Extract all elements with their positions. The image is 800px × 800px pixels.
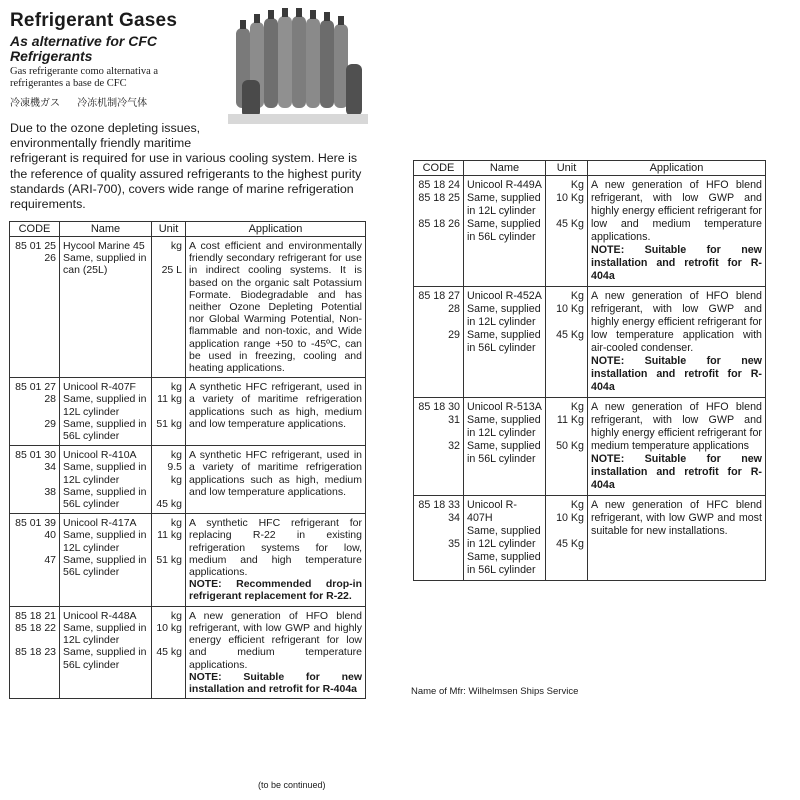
page-title: Refrigerant Gases (10, 10, 178, 31)
product-code: 29 (448, 329, 460, 341)
product-row (414, 176, 766, 287)
product-unit-cell (546, 496, 588, 581)
right-product-table (413, 160, 766, 581)
product-application-cell (186, 514, 366, 606)
application-note: NOTE: Suitable for new installation and retrofit for R-404a (591, 355, 762, 393)
continued-note: (to be continued) (258, 780, 326, 790)
product-code-cell (10, 378, 60, 446)
product-code: 29 (44, 417, 56, 430)
application-note: NOTE: Suitable for new installation and retrofit for R-404a (189, 670, 362, 695)
japanese-subtitle: 冷凍機ガス (10, 98, 60, 109)
product-unit (155, 252, 182, 264)
product-code: 85 18 21 (15, 609, 56, 622)
product-name: Unicool R-449A (467, 179, 542, 191)
product-unit-cell (152, 237, 186, 378)
product-unit: Kg (570, 499, 584, 511)
product-unit-cell (152, 606, 186, 698)
product-unit-cell (152, 446, 186, 514)
product-name: Unicool R-417A (63, 517, 137, 530)
asian-subtitles (10, 94, 161, 109)
product-row (10, 378, 366, 446)
product-name: Same, supplied in 12L cylinder (63, 461, 147, 486)
product-code: 85 01 30 (15, 449, 56, 462)
product-name-cell (60, 378, 152, 446)
name-column-header: Name (60, 222, 152, 237)
intro-rest: refrigerant is required for use in various cooling system. Here is the reference of quality assured refrigerants to the highest purity standards (ARI-700), covers wide range of marine refrigeration requirements. (10, 151, 362, 212)
product-unit: 45 kg (156, 498, 182, 511)
product-code: 47 (44, 553, 56, 566)
product-unit (155, 406, 182, 418)
product-application-cell (588, 176, 766, 287)
product-code: 85 01 27 (15, 381, 56, 394)
product-name-cell (60, 446, 152, 514)
product-code: 34 (44, 461, 56, 474)
intro-first-line: Due to the ozone depleting issues, environmentally friendly maritime (10, 121, 201, 151)
product-application-cell (186, 237, 366, 378)
product-unit: 25 L (161, 264, 182, 277)
product-code: 85 18 33 (418, 499, 460, 511)
product-name: Unicool R-407H (467, 499, 517, 524)
name-column-header: Name (464, 161, 546, 176)
product-unit: kg (170, 517, 182, 530)
unit-column-header: Unit (546, 161, 588, 176)
product-name-cell (464, 176, 546, 287)
product-application-cell (588, 398, 766, 496)
product-unit: 50 Kg (556, 440, 584, 452)
product-unit: 45 Kg (556, 218, 584, 230)
product-name: Hycool Marine 45 (63, 240, 145, 252)
product-name: Same, supplied in 56L cylinder (467, 440, 541, 465)
product-name: Unicool R-407F (63, 381, 136, 394)
chinese-subtitle: 冷冻机制冷气体 (77, 98, 148, 109)
product-row (414, 398, 766, 496)
spanish-subtitle-line: Gas refrigerante como alternativa a (10, 66, 159, 77)
product-code: 28 (448, 303, 460, 315)
product-name: Unicool R-448A (63, 609, 137, 622)
application-text: A synthetic HFC refrigerant, used in a variety of maritime refrigeration applications such as high, medium and low temperature applications. (189, 381, 362, 430)
product-name: Same, supplied in 12L cylinder (467, 414, 541, 439)
product-row (10, 606, 366, 698)
product-name: Same, supplied in 56L cylinder (63, 553, 147, 579)
unit-column-header: Unit (152, 222, 186, 237)
product-name-cell (60, 514, 152, 606)
product-code (417, 205, 460, 218)
product-unit (155, 542, 182, 554)
application-column-header: Application (588, 161, 766, 176)
application-text: A new generation of HFO blend refrigerant, with low GWP and highly energy efficient refrigerant for medium temperature applications (591, 401, 762, 452)
product-unit (155, 486, 182, 498)
product-unit: 51 kg (156, 417, 182, 430)
application-text: A new generation of HFO blend refrigerant, with low GWP and highly energy efficient refrigerant for low and medium temperature applications. (591, 179, 762, 243)
product-unit: kg (170, 240, 182, 252)
product-code (13, 474, 56, 486)
product-name: Same, supplied in 12L cylinder (467, 192, 541, 217)
application-text: A new generation of HFC blend refrigerant, with low GWP and most suitable for new installations. (591, 499, 762, 537)
product-code: 35 (448, 538, 460, 550)
product-unit: 9.5 kg (167, 461, 182, 486)
product-unit: 45 Kg (556, 538, 584, 550)
product-name: Unicool R-513A (467, 401, 542, 413)
product-unit: 11 kg (157, 393, 182, 406)
application-text: A cost efficient and environmentally friendly secondary refrigerant for use in indirect cooling systems. It is based on the organic salt Potassium Formate. Biodegradable and has neither Ozone Depleting Potential nor Global Warming Potential, Non-flammable and non-toxic, and Wide application range +50 to -45ºC, can be used in freezing, cooling and heating applications. (189, 240, 362, 375)
product-row (10, 446, 366, 514)
product-unit: Kg (570, 401, 584, 413)
product-code: 38 (44, 485, 56, 498)
product-code-cell (10, 446, 60, 514)
product-code-cell (10, 514, 60, 606)
product-unit-cell (152, 514, 186, 606)
product-name-cell (60, 606, 152, 698)
product-code-cell (10, 237, 60, 378)
product-unit: 51 kg (156, 553, 182, 566)
application-note: NOTE: Recommended drop-in refrigerant replacement for R-22. (189, 578, 362, 603)
product-name: Same, supplied in 12L cylinder (63, 529, 147, 554)
product-name-cell (60, 237, 152, 378)
product-code: 85 18 24 (418, 179, 460, 191)
spanish-subtitle-line: refrigerantes a base de CFC (10, 78, 127, 89)
product-application-cell (588, 287, 766, 398)
application-note: NOTE: Suitable for new installation and retrofit for R-404a (591, 244, 762, 282)
product-code: 85 18 23 (15, 646, 56, 659)
product-application-cell (588, 496, 766, 581)
product-row (10, 514, 366, 606)
product-code (417, 525, 460, 538)
right-table-body (414, 176, 766, 581)
product-name: Same, supplied in 56L cylinder (63, 646, 147, 671)
product-name: Same, supplied in 56L cylinder (467, 218, 541, 243)
application-text: A synthetic HFC refrigerant, used in a variety of maritime refrigeration applications such as high, medium and low temperature applications. (189, 449, 362, 498)
product-code: 40 (44, 529, 56, 542)
product-name: Same, supplied in 12L cylinder (63, 393, 147, 418)
product-code (417, 316, 460, 329)
product-unit: 11 Kg (556, 414, 584, 426)
product-code: 34 (448, 512, 460, 524)
product-code: 26 (44, 252, 56, 265)
product-unit (549, 525, 584, 538)
product-name: Same, supplied in 12L cylinder (467, 525, 541, 550)
product-code (13, 634, 56, 646)
product-name: Same, supplied in can (25L) (63, 252, 147, 277)
application-text: A new generation of HFO blend refrigerant, with low GWP and highly energy efficient refrigerant for low temperature application with air-cooled condenser. (591, 290, 762, 354)
application-text: A synthetic HFC refrigerant for replacing R-22 in existing refrigeration systems for low, medium and high temperature applications. (189, 517, 362, 579)
product-code: 85 18 25 (418, 192, 460, 204)
product-application-cell (186, 378, 366, 446)
product-unit: kg (170, 381, 182, 394)
product-name: Same, supplied in 56L cylinder (467, 551, 541, 576)
left-table-body (10, 237, 366, 699)
product-unit: 10 Kg (556, 512, 584, 524)
intro-paragraph (10, 121, 366, 212)
product-unit: Kg (570, 179, 584, 191)
product-code: 85 18 30 (418, 401, 460, 413)
product-name: Same, supplied in 56L cylinder (467, 329, 541, 354)
product-name-cell (464, 287, 546, 398)
product-code: 28 (44, 393, 56, 406)
product-unit-cell (546, 287, 588, 398)
product-name-cell (464, 398, 546, 496)
product-unit: 45 Kg (556, 329, 584, 341)
product-unit (549, 316, 584, 329)
product-code-cell (10, 606, 60, 698)
product-name-cell (464, 496, 546, 581)
application-text: A new generation of HFO blend refrigerant, with low GWP and highly energy efficient refrigerant for low and medium temperature applications. (189, 609, 362, 671)
product-code: 85 18 26 (418, 218, 460, 230)
product-name: Same, supplied in 12L cylinder (63, 621, 147, 647)
product-code: 85 18 27 (418, 290, 460, 302)
product-name: Same, supplied in 56L cylinder (63, 417, 147, 443)
product-code: 85 18 22 (15, 621, 56, 634)
product-name: Unicool R-410A (63, 449, 137, 462)
application-column-header: Application (186, 222, 366, 237)
left-product-table (9, 221, 366, 699)
product-code: 85 01 25 (15, 240, 56, 252)
product-unit-cell (546, 176, 588, 287)
product-code: 31 (448, 414, 460, 426)
product-row (10, 237, 366, 378)
product-unit: kg (170, 449, 182, 462)
product-code: 85 01 39 (15, 517, 56, 530)
product-unit: 45 kg (156, 646, 182, 659)
product-unit-cell (546, 398, 588, 496)
gas-cylinders-image (228, 6, 368, 124)
application-note: NOTE: Suitable for new installation and retrofit for R-404a (591, 453, 762, 491)
code-column-header: CODE (414, 161, 464, 176)
table-header-row (414, 161, 766, 176)
product-application-cell (186, 606, 366, 698)
manufacturer-name: Name of Mfr: Wilhelmsen Ships Service (411, 686, 579, 697)
product-unit: 10 Kg (556, 303, 584, 315)
product-code-cell (414, 176, 464, 287)
product-code-cell (414, 287, 464, 398)
product-unit: 11 kg (157, 529, 182, 542)
product-unit (155, 634, 182, 646)
product-unit-cell (152, 378, 186, 446)
table-header-row (10, 222, 366, 237)
product-row (414, 496, 766, 581)
product-unit (549, 427, 584, 440)
product-unit (549, 205, 584, 218)
product-unit: 10 kg (156, 621, 182, 634)
product-code-cell (414, 496, 464, 581)
product-name: Same, supplied in 56L cylinder (63, 485, 147, 511)
product-unit: kg (170, 609, 182, 622)
product-name: Unicool R-452A (467, 290, 542, 302)
page-subtitle: As alternative for CFC Refrigerants (10, 33, 158, 64)
product-row (414, 287, 766, 398)
product-code-cell (414, 398, 464, 496)
product-unit: 10 Kg (556, 192, 584, 204)
spanish-subtitle (10, 66, 230, 90)
product-code (13, 406, 56, 418)
product-code: 32 (448, 440, 460, 452)
code-column-header: CODE (10, 222, 60, 237)
product-code (13, 542, 56, 554)
product-application-cell (186, 446, 366, 514)
product-name: Same, supplied in 12L cylinder (467, 303, 541, 328)
product-code (417, 427, 460, 440)
product-unit: Kg (570, 290, 584, 302)
